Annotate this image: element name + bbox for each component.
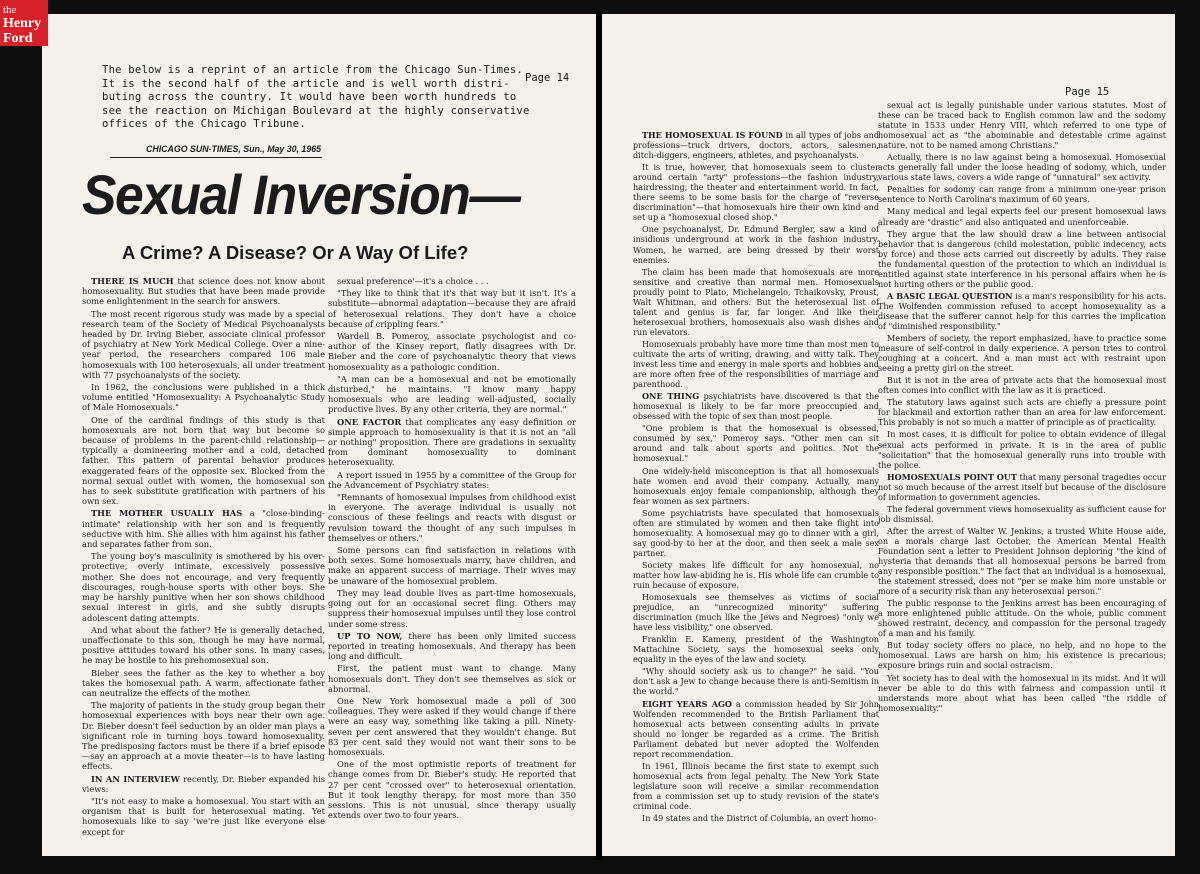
paragraph-text: They may lead double lives as part-time homosexuals, going out for an occasional secret fling. Others may suppress their homosexual impulses until they lose control under some stress. xyxy=(328,587,576,629)
right-page xyxy=(600,14,1175,856)
logo-line-1: the xyxy=(3,4,17,16)
article-paragraph xyxy=(82,551,325,622)
article-paragraph xyxy=(633,423,879,463)
article-paragraph xyxy=(633,339,879,389)
paragraph-text: "A man can be a homosexual and not be emotionally disturbed," he maintains. "I know many happy homosexuals who are leading well-adjusted, socially productive lives. By any other criteria, they are normal." xyxy=(328,373,576,415)
left-column-2 xyxy=(328,276,576,822)
article-paragraph xyxy=(878,291,1166,331)
left-page xyxy=(42,14,597,856)
article-paragraph xyxy=(82,625,325,666)
article-paragraph xyxy=(328,331,576,372)
article-paragraph xyxy=(633,666,879,696)
paragraph-text: "They like to think that it's that way but it isn't. It's a substitute—abnormal adaptation—because they are afraid of heterosexual relations. They don't have a choice because of crippling fears." xyxy=(328,288,576,329)
article-paragraph xyxy=(633,162,879,222)
paragraph-text: a commission headed by Sir John Wolfenden recommended to the British Parliament that homosexual acts between consenting adults in private should no longer be regarded as a crime. The British Parliament debated but never adopted the Wolfenden report recommendation. xyxy=(633,698,879,759)
paragraph-text: The statutory laws against such acts are chiefly a pressure point for blackmail and extortion rather than an area for law enforcement. This probably is not so much a matter of principle as of practicality. xyxy=(878,397,1166,428)
paragraph-text: A report issued in 1955 by a committee of the Group for the Advancement of Psychiatry states: xyxy=(328,469,576,490)
left-column-1 xyxy=(82,276,325,839)
article-paragraph xyxy=(878,100,1166,150)
paragraph-lead-in: IN AN INTERVIEW xyxy=(91,773,180,784)
paragraph-text: Homosexuals see themselves as victims of social prejudice, an "unrecognized minority" suffering discrimination (much like the Jews and Negroes) "only we have less visibility," one observed. xyxy=(633,592,879,633)
article-paragraph xyxy=(878,526,1166,596)
article-paragraph xyxy=(633,267,879,337)
paragraph-text: In most cases, it is difficult for police to obtain evidence of illegal sexual acts performed in private. It is in the area of public "solicitation" that the homosexual generally runs into trouble with the police. xyxy=(878,429,1166,470)
article-paragraph xyxy=(82,415,325,507)
paragraph-text: there has been only limited success reported in treating homosexuals. And therapy has been long and difficult. xyxy=(328,630,576,662)
article-paragraph xyxy=(328,417,576,468)
article-paragraph xyxy=(633,560,879,590)
paragraph-text: Franklin E. Kameny, president of the Washington Mattachine Society, says the homosexual seeks only equality in the eyes of the law and society. xyxy=(633,634,879,665)
paragraph-text: "One problem is that the homosexual is obsessed, consumed by sex," Pomeroy says. "Other men can sit around and talk about sports and politics. Not the homosexual." xyxy=(633,423,879,464)
paragraph-text: Bieber sees the father as the key to whether a boy takes the homosexual path. A warm, affectionate father can neutralize the effects of the mother. xyxy=(82,667,325,698)
article-paragraph xyxy=(82,508,325,549)
article-paragraph xyxy=(633,508,879,558)
article-subhead: A Crime? A Disease? Or A Way Of Life? xyxy=(122,242,469,263)
article-paragraph xyxy=(878,333,1166,373)
article-paragraph xyxy=(878,472,1166,502)
article-paragraph xyxy=(328,492,576,543)
paragraph-text: Actually, there is no law against being a homosexual. Homosexual acts generally fall under the loose heading of sodomy, which, under various state laws, covers a wide range of "unnatural" sex activity. xyxy=(878,152,1166,183)
article-paragraph xyxy=(82,309,325,380)
article-paragraph xyxy=(82,700,325,771)
paragraph-lead-in: EIGHT YEARS AGO xyxy=(642,698,732,709)
paragraph-lead-in: ONE FACTOR xyxy=(337,416,402,427)
article-paragraph xyxy=(633,699,879,759)
article-paragraph xyxy=(878,184,1166,204)
article-paragraph xyxy=(328,663,576,694)
dateline: CHICAGO SUN-TIMES, Sun., May 30, 1965 xyxy=(146,144,322,154)
article-paragraph xyxy=(878,598,1166,638)
paragraph-text: that science does not know about homosexuality. But studies that have been made provide some enlightenment in the search for answers. xyxy=(82,276,325,307)
paragraph-text: The majority of patients in the study group began their homosexual experiences with boys near their own age. Dr. Bieber doesn't feel seduction by an older man plays a significant role in turning boys toward homosexuality. The predisposing factors must be there if a brief episode—say an approach at a movie theater—is to have lasting effects. xyxy=(82,700,325,772)
page-number: Page 15 xyxy=(1065,86,1110,98)
paragraph-text: The claim has been made that homosexuals are more sensitive and creative than normal men. Homosexuals proudly point to Plato, Michelangelo, Tchaikovsky, Proust, Walt Whitman, and others. But the heterosexual list of talent and genius is far, far longer. And like their heterosexual brothers, homosexuals also wash dishes and run elevators. xyxy=(633,266,879,337)
paragraph-lead-in: THE MOTHER USUALLY HAS xyxy=(91,508,243,519)
paragraph-text: The young boy's masculinity is smothered by his over-protective, overly intimate, excessively possessive mother. She does not encourage, and very frequently discourages, rough-house sports with other boys. She may be harshly punitive when her son shows childhood sexual interest in girls, and she subtly disrupts adolescent dating attempts. xyxy=(82,551,325,623)
paragraph-text: One of the most optimistic reports of treatment for change comes from Dr. Bieber's study. He reported that 27 per cent "crossed over" to heterosexual orientation. But it took lengthy therapy, for most more than 350 sessions. This is not unusual, since therapy usually extends over two to four years. xyxy=(328,759,576,821)
paragraph-text: psychiatrists have discovered is that the homosexual is likely to be far more preoccupied and obsessed with the topic of sex than most people. xyxy=(633,391,879,422)
paragraph-text: that many personal tragedies occur not so much because of the arrest itself but because of the disclosure of information to government agencies. xyxy=(878,471,1166,502)
paragraph-text: In 1961, Illinois became the first state to exempt such homosexual acts from legal penalty. The New York State legislature soon will receive a similar recommendation from a commission set up to study revision of the state's criminal code. xyxy=(633,760,879,811)
article-paragraph xyxy=(82,668,325,699)
paragraph-text: sexual act is legally punishable under various statutes. Most of these can be traced back to English common law and the sodomy statute in 1533 under Henry VIII, which referred to one type of homosexual act as "the abominable and detestable crime against nature, not to be named among Christians." xyxy=(878,100,1166,151)
paragraph-text: Wardell B. Pomeroy, associate psychologist and co-author of the Kinsey report, flatly disagrees with Dr. Bieber and the core of psychoanalytic theory that views homosexuality as a pathologic condition. xyxy=(328,331,576,372)
paragraph-text: After the arrest of Walter W. Jenkins, a trusted White House aide, on a morals charge last October, the American Mental Health Foundation sent a letter to President Johnson deploring "the kind of hysteria that demands that all homosexual persons be barred from any responsible position." The fact that an individual is a homosexual, the statement stressed, does not "per se make him more unstable or more of a security risk than any heterosexual person." xyxy=(878,525,1166,597)
right-column-1 xyxy=(633,130,879,825)
paragraph-text: One widely-held misconception is that all homosexuals hate women and avoid their company. Actually, many homosexuals enjoy female companionship, although they fear women as sex partners. xyxy=(633,465,879,506)
paragraph-lead-in: ONE THING xyxy=(642,391,700,402)
paragraph-text: sexual preference'—it's a choice . . . xyxy=(337,276,489,286)
article-paragraph xyxy=(328,696,576,757)
article-paragraph xyxy=(878,640,1166,670)
page-number: Page 14 xyxy=(525,72,570,84)
paragraph-text: But today society offers no place, no help, and no hope to the homosexual. Laws are harsh on him; his existence is precarious; exposure brings ruin and social ostracism. xyxy=(878,640,1166,671)
article-paragraph xyxy=(878,375,1166,395)
article-paragraph xyxy=(82,774,325,794)
paragraph-lead-in: A BASIC LEGAL QUESTION xyxy=(887,290,1013,301)
right-column-2 xyxy=(878,100,1166,715)
paragraph-text: Many medical and legal experts feel our present homosexual laws already are "drastic" and also antiquated and unenforceable. xyxy=(878,206,1166,227)
paragraph-text: It is true, however, that homosexuals seem to cluster around certain "arty" professions—the fashion industry, hairdressing, the theater and entertainment world. In fact, there seems to be some basis for the charge of "reverse discrimination"—that homosexuals hire their own kind and set up a "homosexual closed shop." xyxy=(633,162,879,223)
article-paragraph xyxy=(328,759,576,820)
paragraph-text: is a man's responsibility for his acts. The Wolfenden commission refused to accept homosexuality as a disease that the sufferer cannot help for this carries the implication of "diminished responsibility." xyxy=(878,290,1166,331)
article-paragraph xyxy=(633,391,879,421)
article-headline: Sexual Inversion— xyxy=(82,163,520,226)
paragraph-text: The federal government views homosexuality as sufficient cause for job dismissal. xyxy=(878,503,1166,524)
paragraph-text: The most recent rigorous study was made by a special research team of the Society of Medical Psychoanalysts headed by Dr. Irving Bieber, associate clinical professor of psychiatry at New York Medical College. Over a nine-year period, the researchers compared 106 male homosexuals with 100 heterosexuals, all under treatment with 77 psychoanalysts of the society. xyxy=(82,308,325,380)
article-paragraph xyxy=(328,631,576,662)
article-paragraph xyxy=(82,276,325,307)
paragraph-lead-in: HOMOSEXUALS POINT OUT xyxy=(887,471,1017,482)
article-paragraph xyxy=(328,374,576,415)
logo-line-3: Ford xyxy=(3,31,33,46)
article-paragraph xyxy=(328,288,576,329)
henry-ford-logo xyxy=(0,0,48,46)
paragraph-text: Penalties for sodomy can range from a minimum one-year prison sentence to North Carolina's maximum of 60 years. xyxy=(878,184,1166,205)
paragraph-lead-in: THERE IS MUCH xyxy=(91,276,174,286)
article-paragraph xyxy=(633,634,879,664)
dateline-rule xyxy=(110,157,322,158)
article-paragraph xyxy=(633,761,879,811)
logo-line-2: Henry xyxy=(3,16,42,31)
article-paragraph xyxy=(328,588,576,629)
paragraph-text: "Remnants of homosexual impulses from childhood exist in everyone. The average individual is usually not conscious of these feelings and reacts with disgust or revulsion toward the thought of any such impulses in themselves or others." xyxy=(328,492,576,543)
article-paragraph xyxy=(878,504,1166,524)
article-paragraph xyxy=(82,382,325,413)
paragraph-text: "Why should society ask us to change?" he said. "You don't ask a Jew to change because there is anti-Semitism in the world." xyxy=(633,666,879,697)
article-paragraph xyxy=(633,592,879,632)
page-gutter xyxy=(596,10,602,860)
article-paragraph xyxy=(633,224,879,264)
paragraph-text: They argue that the law should draw a line between antisocial behavior that is dangerous (child molestation, public indecency, acts by force) and those acts carried out discreetly by adults. They raise the fundamental question of the protection to which an individual is entitled against state interference in his personal affairs when he is not hurting others or the public good. xyxy=(878,228,1166,289)
paragraph-text: "It's not easy to make a homosexual. You start with an organism that is built for heterosexual mating. Yet homosexuals like to say 'we're just like everyone else except for xyxy=(82,795,325,837)
paragraph-text: Some psychiatrists have speculated that homosexuals often are stimulated by women and then take flight into homosexuality. A homosexual may go to dinner with a girl, say good-by to her at the door, and then seek a male sex partner. xyxy=(633,507,879,558)
article-paragraph xyxy=(328,276,576,286)
article-paragraph xyxy=(878,429,1166,469)
article-paragraph xyxy=(878,152,1166,182)
paragraph-text: But it is not in the area of private acts that the homosexual most often comes into conflict with the law as it is practiced. xyxy=(878,375,1166,396)
intro-note: The below is a reprint of an article from the Chicago Sun-Times. It is the second half of the article and is well worth distri- buting across the country. It would have been worth hundreds to see the reaction on Michigan Boulevard at the highly conservative offices of the Chicago Tribune. xyxy=(102,64,530,131)
paragraph-text: One New York homosexual made a poll of 300 colleagues. They were asked if they would change if there were an easy way, something like taking a pill. Ninety-seven per cent answered that they wouldn't change. But 83 per cent said they would not want their sons to be homosexuals. xyxy=(328,695,576,757)
paragraph-text: And what about the father? He is generally detached, unaffectionate to this son, though he may have normal, positive attitudes toward his other sons. In many cases, he may be hostile to his prehomosexual son. xyxy=(82,624,325,666)
paragraph-text: In 49 states and the District of Columbia, an overt homo- xyxy=(642,813,877,824)
article-paragraph xyxy=(328,545,576,586)
article-paragraph xyxy=(878,229,1166,289)
article-paragraph xyxy=(633,813,879,823)
paragraph-text: a "close-binding-intimate" relationship with her son and is frequently seductive with him. She allies with him against his father and separates father from son. xyxy=(82,508,325,550)
paragraph-text: One of the cardinal findings of this study is that homosexuals are not born that way but become so because of problems in the parent-child relationship—typically a domineering mother and a cold, detached father. This pattern of parental behavior produces exaggerated fears of the opposite sex. Blocked from the normal sexual outlet with women, the homosexual son has to seek substitute gratification with partners of his own sex. xyxy=(82,414,325,507)
paragraph-lead-in: THE HOMOSEXUAL IS FOUND xyxy=(642,130,783,140)
article-paragraph xyxy=(878,673,1166,713)
paragraph-text: The public response to the Jenkins arrest has been encouraging of a more enlightened public attitude. On the whole, public comment showed restraint, decency, and compassion for the personal tragedy of a man and his family. xyxy=(878,598,1166,639)
article-paragraph xyxy=(633,466,879,506)
paragraph-text: In 1962, the conclusions were published in a thick volume entitled "Homosexuality: A Psychoanalytic Study of Male Homosexuals." xyxy=(82,382,325,413)
paragraph-text: Society makes life difficult for any homosexual, no matter how law-abiding he is. His whole life can crumble to ruin because of exposure. xyxy=(633,559,879,591)
article-paragraph xyxy=(878,397,1166,427)
paragraph-text: Homosexuals probably have more time than most men to cultivate the arts of writing, drawing, and witty talk. They invest less time and energy in male sports and hobbies and are more often free of the responsibilities of marriage and parenthood. xyxy=(633,338,879,390)
paragraph-text: Members of society, the report emphasized, have to practice some measure of self-control in daily experience. A person tries to control coughing at a concert. And a man must act with restraint upon seeing a pretty girl on the street. xyxy=(878,333,1166,374)
article-paragraph xyxy=(82,796,325,837)
paragraph-text: First, the patient must want to change. Many homosexuals don't. They don't see themselves as sick or abnormal. xyxy=(328,663,576,694)
paragraph-text: One psychoanalyst, Dr. Edmund Bergler, saw a kind of insidious underground at work in the fashion industry. Women, he warned, are being dressed by their worst enemies. xyxy=(633,224,879,265)
paragraph-text: Yet society has to deal with the homosexual in its midst. And it will never be able to do this with fairness and compassion until it understands more about what has been called "the riddle of homosexuality." xyxy=(878,672,1166,713)
paragraph-text: recently, Dr. Bieber expanded his views: xyxy=(82,773,325,794)
article-paragraph xyxy=(633,130,879,160)
paragraph-text: that complicates any easy definition or simple approach to homosexuality is that it is not an "all or nothing" proposition. There are gradations in sexuality from dominant homosexuality to dominant heterosexuality. xyxy=(328,416,577,468)
paragraph-lead-in: UP TO NOW, xyxy=(337,630,403,641)
paragraph-text: in all types of jobs and professions—truck drivers, doctors, actors, salesmen, ditch-diggers, engineers, athletes, and psychoanalysts. xyxy=(633,130,879,161)
paragraph-text: Some persons can find satisfaction in relations with both sexes. Some homosexuals marry, have children, and make an apparent success of marriage. Their wives may be unaware of the homosexual problem. xyxy=(328,545,576,586)
article-paragraph xyxy=(328,470,576,490)
article-paragraph xyxy=(878,206,1166,226)
